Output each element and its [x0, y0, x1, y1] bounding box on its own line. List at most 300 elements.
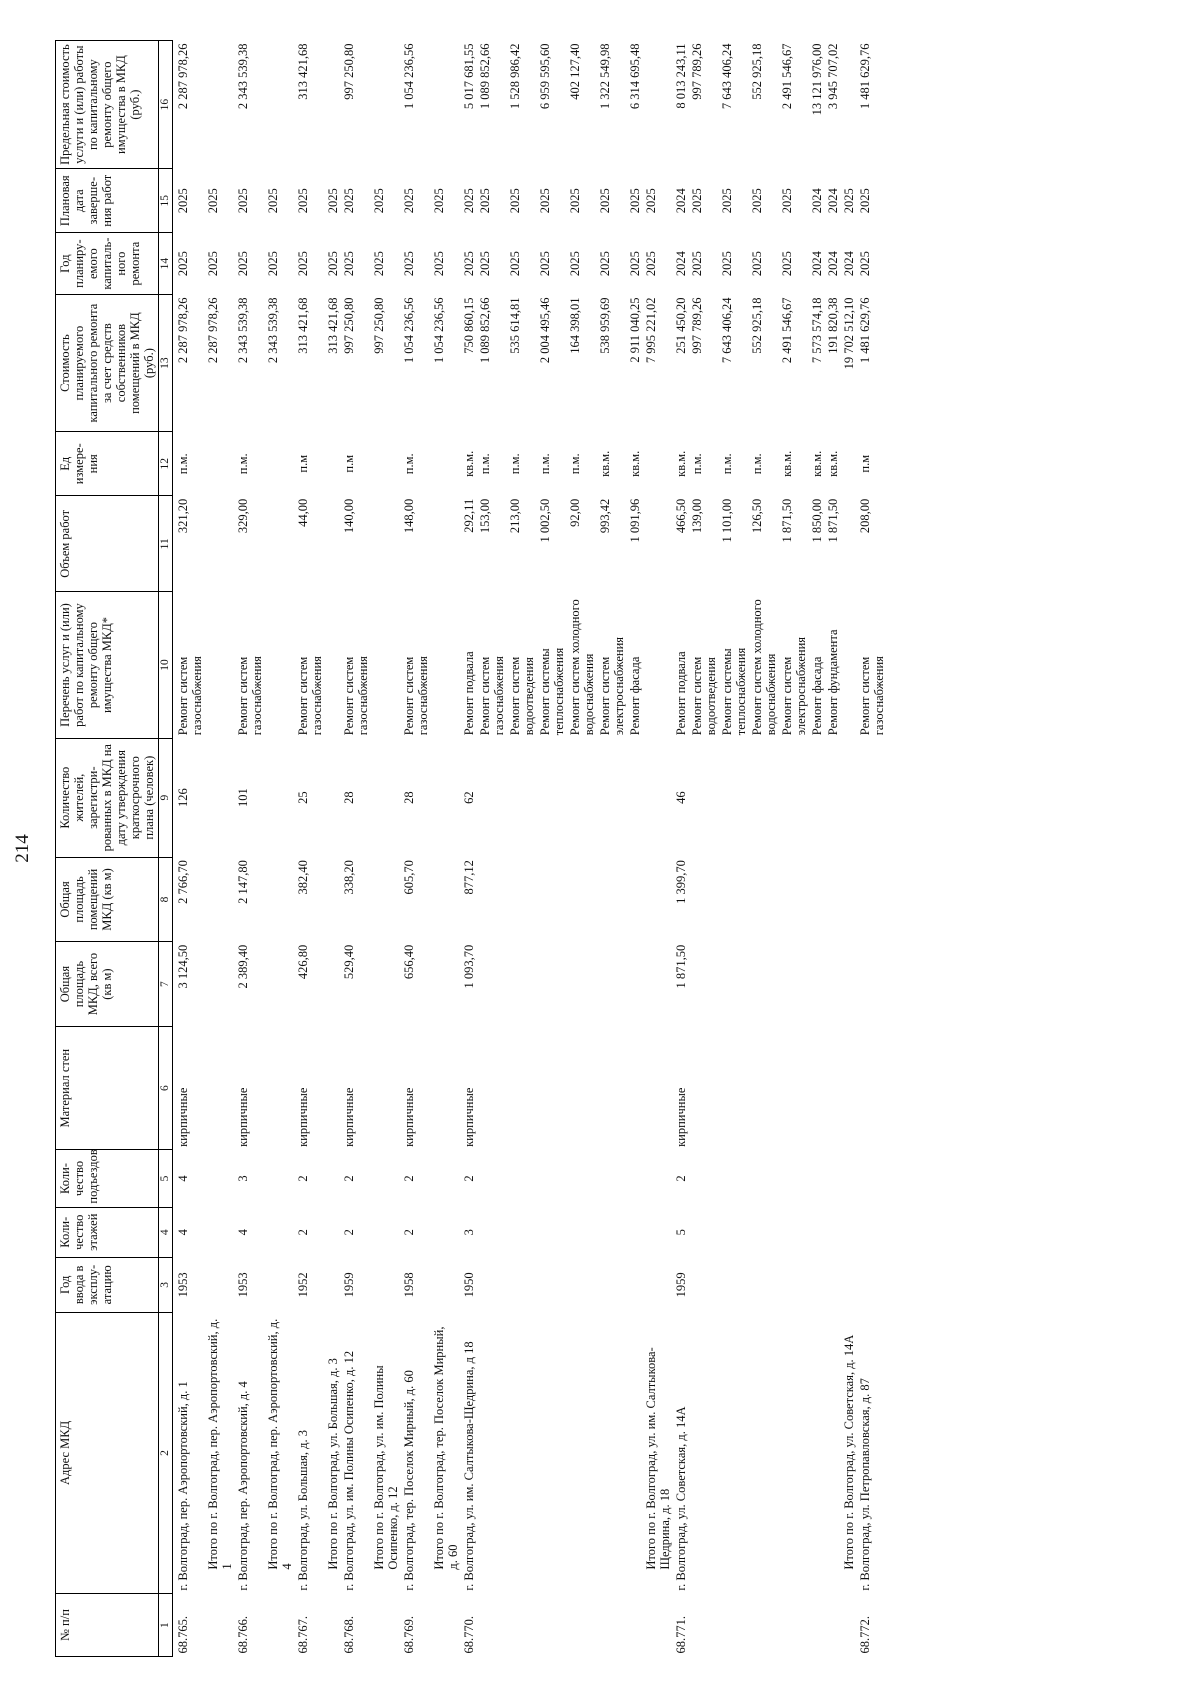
empty-cell: [627, 1150, 643, 1207]
empty-cell: [507, 738, 537, 857]
column-number-row: [159, 41, 173, 1657]
empty-cell: [537, 1594, 567, 1657]
empty-cell: [809, 1594, 825, 1657]
empty-cell: [779, 1150, 809, 1207]
empty-cell: [507, 1207, 537, 1257]
empty-cell: [841, 857, 857, 942]
empty-cell: [431, 1207, 461, 1257]
total-end-year: 2025: [372, 188, 386, 214]
cell-cost: 750 860,15: [462, 297, 476, 354]
empty-cell: [371, 592, 401, 738]
cell-area-rooms: [857, 857, 887, 942]
cell-residents: 28: [402, 791, 416, 804]
cell-residents: 25: [296, 791, 310, 804]
col-header: № п/п: [56, 1594, 159, 1657]
empty-cell: [265, 41, 295, 169]
cell-unit: кв.м.: [462, 450, 476, 477]
cell-material: кирпичные: [296, 1087, 310, 1147]
cell-plan-year: 2024: [810, 251, 824, 277]
cell-plan-year: 2025: [780, 251, 794, 277]
cell-max-cost: 6 314 695,48: [628, 43, 642, 110]
cell-volume: 466,50: [674, 498, 688, 534]
cell-max-cost: 2 491 546,67: [780, 43, 794, 110]
cell-unit: п.м.: [568, 453, 582, 475]
total-label: Итого по г. Волгоград, ул. Советская, д. 14А: [842, 1334, 856, 1570]
cell-material: кирпичные: [402, 1087, 416, 1147]
empty-cell: [431, 857, 461, 942]
cell-no: 68.772.: [858, 1616, 872, 1654]
total-end-year: 2025: [432, 188, 446, 214]
empty-cell: [537, 1026, 567, 1150]
header-row: [56, 41, 159, 1657]
cell-end-year: 2025: [568, 188, 582, 214]
empty-cell: [431, 942, 461, 1027]
cell-year: 1959: [674, 1272, 688, 1298]
cell-floors: 2: [402, 1229, 416, 1236]
cell-plan-year: 2025: [236, 251, 250, 277]
cell-end-year: 2025: [628, 188, 642, 214]
cell-plan-year: 2024: [826, 251, 840, 277]
cell-address: г. Волгоград, ул. им. Полины Осипенко, д. 12: [342, 1350, 356, 1591]
cell-address: г. Волгоград, ул. Большая, д. 3: [296, 1429, 310, 1591]
cell-cost: 2 911 040,25: [628, 297, 642, 363]
empty-cell: [325, 1207, 341, 1257]
empty-cell: [265, 592, 295, 738]
cell-work: Ремонт систем электроснабжения: [780, 636, 808, 736]
empty-cell: [597, 1150, 627, 1207]
empty-cell: [477, 738, 507, 857]
empty-cell: [643, 496, 673, 592]
cell-unit: п.м.: [720, 453, 734, 475]
cell-unit: кв.м.: [674, 450, 688, 477]
cell-entrances: 2: [462, 1175, 476, 1182]
cell-plan-year: 2025: [568, 251, 582, 277]
empty-cell: [749, 857, 779, 942]
empty-cell: [205, 1594, 235, 1657]
empty-cell: [809, 942, 825, 1027]
empty-cell: [719, 942, 749, 1027]
empty-cell: [265, 1257, 295, 1312]
total-plan-year: 2024: [842, 251, 856, 277]
empty-cell: [597, 738, 627, 857]
empty-cell: [825, 1026, 841, 1150]
cell-unit: п.м.: [478, 453, 492, 475]
empty-cell: [689, 1026, 719, 1150]
table-row: [295, 41, 325, 1657]
cell-floors: 3: [462, 1229, 476, 1236]
empty-cell: [841, 1207, 857, 1257]
total-row: [643, 41, 673, 1657]
total-plan-year: 2025: [266, 251, 280, 277]
cell-unit: п.м: [296, 454, 310, 473]
table-row: [857, 41, 887, 1657]
empty-cell: [477, 1207, 507, 1257]
empty-cell: [507, 1026, 537, 1150]
cell-floors: 5: [674, 1229, 688, 1236]
empty-cell: [689, 942, 719, 1027]
cell-end-year: 2024: [826, 188, 840, 214]
col-header: Стоимость планируемого капитального ремонта за счет средств собственников помещений в МКД (руб.): [56, 295, 159, 432]
empty-cell: [597, 1207, 627, 1257]
cell-cost: 1 481 629,76: [858, 297, 872, 364]
cell-cost: 2 343 539,38: [236, 297, 250, 364]
empty-cell: [689, 857, 719, 942]
empty-cell: [477, 1594, 507, 1657]
empty-cell: [597, 1026, 627, 1150]
cell-work: Ремонт систем газоснабжения: [478, 656, 506, 736]
total-cost: 7 995 221,02: [644, 297, 658, 364]
total-cost: 2 343 539,38: [266, 297, 280, 364]
cell-max-cost: 8 013 243,11: [674, 43, 688, 109]
cell-end-year: 2025: [690, 188, 704, 214]
cell-plan-year: 2025: [296, 251, 310, 277]
empty-cell: [719, 738, 749, 857]
cell-year: 1959: [342, 1272, 356, 1298]
total-label: Итого по г. Волгоград, ул. им. Салтыкова-Щедрина, д. 18: [644, 1347, 672, 1570]
empty-cell: [627, 1207, 643, 1257]
empty-cell: [749, 738, 779, 857]
empty-cell: [689, 1150, 719, 1207]
col-header: Плановая дата заверше-ния работ: [56, 169, 159, 233]
empty-cell: [431, 1257, 461, 1312]
cell-cost: 1 089 852,66: [478, 297, 492, 364]
empty-cell: [719, 1150, 749, 1207]
empty-cell: [749, 1594, 779, 1657]
cell-plan-year: 2024: [674, 251, 688, 277]
cell-residents: 28: [342, 791, 356, 804]
empty-cell: [265, 432, 295, 496]
empty-cell: [205, 592, 235, 738]
cell-work: Ремонт фасада: [810, 656, 824, 736]
empty-cell: [809, 857, 825, 942]
empty-cell: [431, 592, 461, 738]
empty-cell: [749, 942, 779, 1027]
empty-cell: [325, 738, 341, 857]
empty-cell: [325, 1257, 341, 1312]
empty-cell: [809, 1207, 825, 1257]
cell-no: 68.765.: [176, 1616, 190, 1654]
empty-cell: [779, 1207, 809, 1257]
table-subrow: [719, 41, 749, 1657]
cell-cost: 251 450,20: [674, 297, 688, 354]
empty-cell: [205, 942, 235, 1027]
cell-volume: 1 850,00: [810, 498, 824, 543]
empty-cell: [627, 942, 643, 1027]
cell-material: кирпичные: [342, 1087, 356, 1147]
cell-work: Ремонт систем газоснабжения: [296, 656, 324, 736]
empty-cell: [809, 1312, 825, 1593]
empty-cell: [371, 942, 401, 1027]
cell-work: Ремонт систем газоснабжения: [176, 656, 204, 736]
empty-cell: [825, 1257, 841, 1312]
cell-unit: кв.м.: [598, 450, 612, 477]
cell-end-year: 2025: [508, 188, 522, 214]
cell-volume: 148,00: [402, 498, 416, 534]
col-header: Общая площадь МКД, всего (кв м): [56, 942, 159, 1027]
empty-cell: [779, 1026, 809, 1150]
empty-cell: [643, 738, 673, 857]
cell-max-cost: 3 945 707,02: [826, 43, 840, 110]
cell-end-year: 2025: [858, 188, 872, 214]
empty-cell: [627, 1026, 643, 1150]
cell-max-cost: 1 481 629,76: [858, 43, 872, 110]
cell-max-cost: 313 421,68: [296, 43, 310, 100]
cell-work: Ремонт систем газоснабжения: [402, 656, 430, 736]
empty-cell: [205, 1150, 235, 1207]
cell-cost: 535 614,81: [508, 297, 522, 354]
cell-address: г. Волгоград, ул. им. Салтыкова-Щедрина, д 18: [462, 1341, 476, 1591]
cell-entrances: [857, 1150, 887, 1207]
col-number: 16: [159, 41, 173, 169]
capital-repair-table: [55, 40, 887, 1657]
cell-no: 68.769.: [402, 1616, 416, 1654]
empty-cell: [537, 1207, 567, 1257]
empty-cell: [643, 1207, 673, 1257]
cell-max-cost: 6 959 595,60: [538, 43, 552, 110]
empty-cell: [779, 857, 809, 942]
empty-cell: [325, 1594, 341, 1657]
cell-plan-year: 2025: [750, 251, 764, 277]
total-plan-year: 2025: [644, 251, 658, 277]
cell-plan-year: 2025: [720, 251, 734, 277]
page-number: 214: [12, 834, 33, 863]
cell-max-cost: 1 322 549,98: [598, 43, 612, 110]
empty-cell: [507, 1312, 537, 1593]
cell-year: [857, 1257, 887, 1312]
empty-cell: [841, 496, 857, 592]
empty-cell: [689, 1257, 719, 1312]
cell-area-total: 1 871,50: [674, 944, 688, 989]
empty-cell: [825, 738, 841, 857]
empty-cell: [325, 857, 341, 942]
cell-max-cost: 997 789,26: [690, 43, 704, 100]
col-header: Общая площадь помещений МКД (кв м): [56, 857, 159, 942]
col-header: Материал стен: [56, 1026, 159, 1150]
cell-work: Ремонт систем холодного водоснабжения: [568, 599, 596, 736]
empty-cell: [643, 1150, 673, 1207]
cell-entrances: 2: [342, 1175, 356, 1182]
col-header: Ед измере-ния: [56, 432, 159, 496]
empty-cell: [567, 857, 597, 942]
empty-cell: [749, 1312, 779, 1593]
cell-max-cost: 2 343 539,38: [236, 43, 250, 110]
col-header: Коли-чество этажей: [56, 1207, 159, 1257]
col-number: 2: [159, 1312, 173, 1593]
cell-year: 1953: [236, 1272, 250, 1298]
cell-end-year: 2025: [462, 188, 476, 214]
cell-plan-year: 2025: [402, 251, 416, 277]
cell-floors: 4: [236, 1229, 250, 1236]
empty-cell: [431, 496, 461, 592]
empty-cell: [643, 432, 673, 496]
empty-cell: [825, 1207, 841, 1257]
cell-work: Ремонт систем газоснабжения: [236, 656, 264, 736]
empty-cell: [265, 496, 295, 592]
empty-cell: [371, 738, 401, 857]
total-end-year: 2025: [644, 188, 658, 214]
table-subrow: [627, 41, 643, 1657]
cell-unit: п.м.: [236, 453, 250, 475]
col-number: 8: [159, 857, 173, 942]
cell-max-cost: 2 287 978,26: [176, 43, 190, 110]
cell-end-year: 2025: [176, 188, 190, 214]
empty-cell: [689, 1207, 719, 1257]
cell-residents: [857, 738, 887, 857]
col-header: Год планиру-емого капиталь-ного ремонта: [56, 233, 159, 295]
empty-cell: [825, 1594, 841, 1657]
cell-entrances: 3: [236, 1175, 250, 1182]
col-number: 1: [159, 1594, 173, 1657]
cell-material: кирпичные: [462, 1087, 476, 1147]
empty-cell: [371, 496, 401, 592]
table-subrow: [537, 41, 567, 1657]
empty-cell: [809, 1026, 825, 1150]
cell-cost: 2 287 978,26: [176, 297, 190, 364]
empty-cell: [325, 942, 341, 1027]
table-subrow: [689, 41, 719, 1657]
col-header: Год ввода в эксплу-атацию: [56, 1257, 159, 1312]
empty-cell: [643, 1594, 673, 1657]
cell-volume: 140,00: [342, 498, 356, 534]
cell-max-cost: 1 528 986,42: [508, 43, 522, 110]
cell-end-year: 2024: [674, 188, 688, 214]
empty-cell: [841, 432, 857, 496]
cell-area-rooms: 1 399,70: [674, 860, 688, 904]
total-end-year: 2025: [326, 188, 340, 214]
cell-area-rooms: 2 766,70: [176, 860, 190, 904]
col-header: Перечень услуг и (или) работ по капитальному ремонту общего имущества МКД*: [56, 592, 159, 738]
cell-end-year: 2025: [720, 188, 734, 214]
total-label: Итого по г. Волгоград, ул. Большая, д. 3: [326, 1358, 340, 1570]
cell-floors: 4: [176, 1229, 190, 1236]
total-cost: 313 421,68: [326, 297, 340, 354]
table-row: [401, 41, 431, 1657]
empty-cell: [841, 41, 857, 169]
empty-cell: [371, 1257, 401, 1312]
empty-cell: [371, 41, 401, 169]
total-row: [371, 41, 401, 1657]
empty-cell: [597, 1257, 627, 1312]
empty-cell: [325, 496, 341, 592]
empty-cell: [627, 1312, 643, 1593]
col-number: 12: [159, 432, 173, 496]
empty-cell: [507, 1150, 537, 1207]
cell-unit: п.м.: [538, 453, 552, 475]
table-row: [341, 41, 371, 1657]
cell-floors: [857, 1207, 887, 1257]
empty-cell: [431, 41, 461, 169]
cell-entrances: 4: [176, 1175, 190, 1182]
total-row: [325, 41, 341, 1657]
empty-cell: [749, 1207, 779, 1257]
cell-area-rooms: 605,70: [402, 860, 416, 895]
cell-cost: 997 789,26: [690, 297, 704, 354]
col-number: 13: [159, 295, 173, 432]
empty-cell: [689, 1312, 719, 1593]
empty-cell: [567, 1026, 597, 1150]
total-cost: 1 054 236,56: [432, 297, 446, 364]
empty-cell: [507, 1257, 537, 1312]
empty-cell: [371, 432, 401, 496]
table-row: [173, 41, 206, 1657]
total-end-year: 2025: [842, 188, 856, 214]
cell-unit: кв.м.: [628, 450, 642, 477]
empty-cell: [205, 738, 235, 857]
empty-cell: [567, 1207, 597, 1257]
cell-address: г. Волгоград, ул. Петропавловская, д. 87: [858, 1378, 872, 1591]
cell-cost: 538 959,69: [598, 297, 612, 354]
empty-cell: [537, 942, 567, 1027]
empty-cell: [371, 1594, 401, 1657]
table-row: [235, 41, 265, 1657]
table-body: [173, 41, 888, 1657]
cell-area-total: 3 124,50: [176, 944, 190, 989]
cell-material: кирпичные: [236, 1087, 250, 1147]
cell-plan-year: 2025: [858, 251, 872, 277]
empty-cell: [537, 1312, 567, 1593]
cell-address: г. Волгоград, тер. Поселок Мирный, д. 60: [402, 1370, 416, 1591]
cell-plan-year: 2025: [342, 251, 356, 277]
cell-area-total: [857, 942, 887, 1027]
empty-cell: [627, 857, 643, 942]
cell-volume: 993,42: [598, 498, 612, 534]
empty-cell: [841, 738, 857, 857]
cell-unit: п.м.: [508, 453, 522, 475]
cell-residents: 101: [236, 788, 250, 808]
cell-work: Ремонт фасада: [628, 656, 642, 736]
empty-cell: [507, 942, 537, 1027]
cell-plan-year: 2025: [462, 251, 476, 277]
cell-residents: 46: [674, 791, 688, 804]
table-subrow: [779, 41, 809, 1657]
cell-work: Ремонт фундамента: [826, 629, 840, 736]
empty-cell: [841, 942, 857, 1027]
cell-volume: 1 871,50: [780, 498, 794, 543]
cell-plan-year: 2025: [628, 251, 642, 277]
cell-no: 68.770.: [462, 1616, 476, 1654]
total-row: [841, 41, 857, 1657]
empty-cell: [779, 1312, 809, 1593]
empty-cell: [779, 942, 809, 1027]
cell-end-year: 2025: [750, 188, 764, 214]
cell-max-cost: 13 121 976,00: [810, 43, 824, 116]
empty-cell: [841, 1594, 857, 1657]
cell-volume: 208,00: [858, 498, 872, 534]
total-plan-year: 2025: [326, 251, 340, 277]
col-number: 9: [159, 738, 173, 857]
cell-max-cost: 552 925,18: [750, 43, 764, 100]
empty-cell: [507, 1594, 537, 1657]
empty-cell: [325, 1026, 341, 1150]
empty-cell: [597, 942, 627, 1027]
empty-cell: [779, 1594, 809, 1657]
cell-area-rooms: 877,12: [462, 860, 476, 895]
empty-cell: [265, 1207, 295, 1257]
col-number: 15: [159, 169, 173, 233]
empty-cell: [205, 432, 235, 496]
empty-cell: [205, 1257, 235, 1312]
empty-cell: [841, 1150, 857, 1207]
empty-cell: [643, 1026, 673, 1150]
total-plan-year: 2025: [432, 251, 446, 277]
empty-cell: [205, 41, 235, 169]
empty-cell: [265, 942, 295, 1027]
cell-max-cost: 997 250,80: [342, 43, 356, 100]
empty-cell: [567, 1312, 597, 1593]
cell-area-total: 1 093,70: [462, 944, 476, 989]
cell-work: Ремонт систем электроснабжения: [598, 636, 626, 736]
col-number: 6: [159, 1026, 173, 1150]
